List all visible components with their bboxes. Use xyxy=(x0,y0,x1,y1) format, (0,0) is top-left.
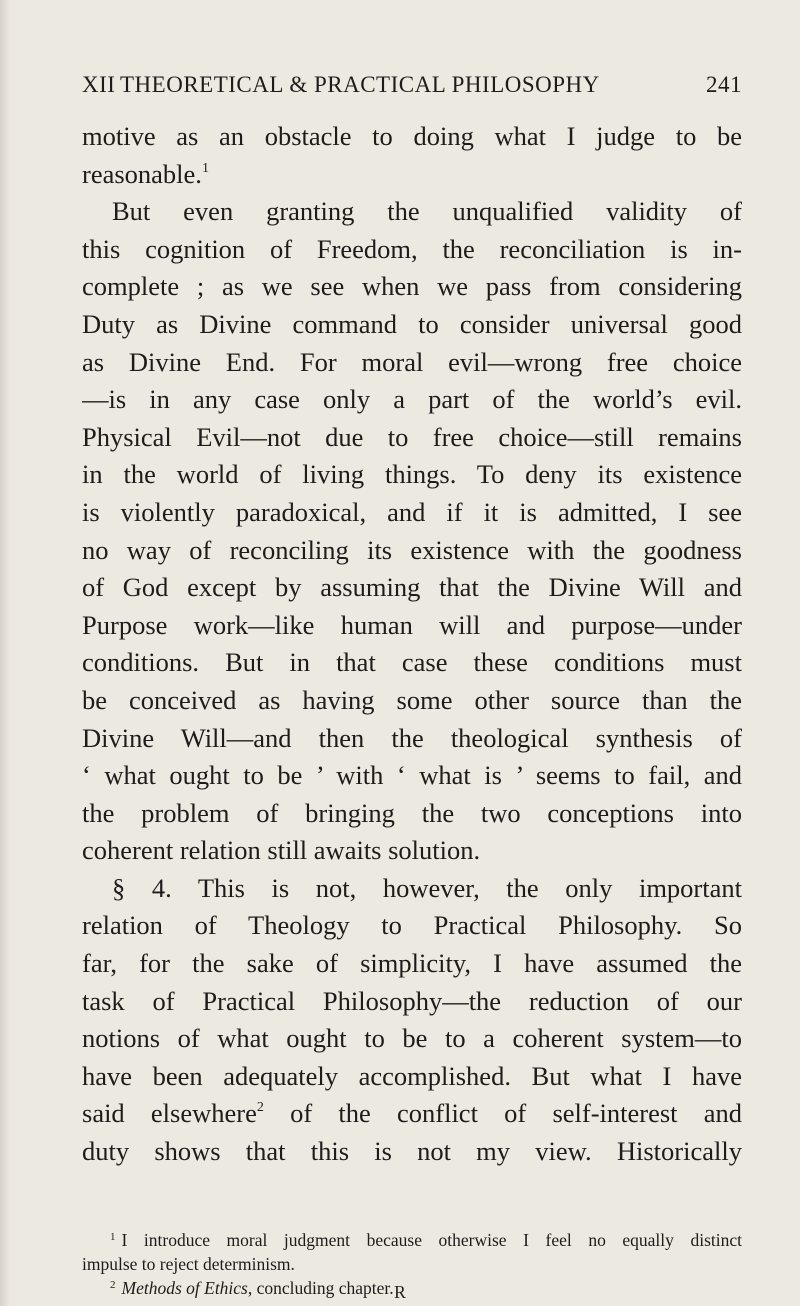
text-line xyxy=(82,1095,742,1133)
text-line: relation of Theology to Practical Philosophy. So xyxy=(82,910,742,941)
body-text xyxy=(82,118,742,1171)
text-line: be conceived as having some other source than the xyxy=(82,684,742,715)
text-line: no way of reconciling its existence with the goodness xyxy=(82,534,742,565)
text-line: the problem of bringing the two conceptions into xyxy=(82,797,742,828)
text-line: Duty as Divine command to consider universal good xyxy=(82,308,742,339)
text-span: of the conflict of self-interest and xyxy=(290,1098,742,1129)
footnote-mark: 2 xyxy=(110,1279,116,1291)
text-line: coherent relation still awaits solution. xyxy=(82,835,481,866)
text-span: reasonable. xyxy=(82,158,202,189)
text-line: —is in any case only a part of the world’s evil. xyxy=(82,384,742,415)
chapter-number: XII xyxy=(82,72,116,97)
text-span: said elsewhere xyxy=(82,1098,257,1129)
footnote-text: , concluding chapter. xyxy=(247,1278,394,1298)
text-line: is violently paradoxical, and if it is admitted, I see xyxy=(82,496,742,527)
footnote-1 xyxy=(82,1228,742,1252)
text-line xyxy=(82,156,742,194)
running-header xyxy=(82,72,742,106)
text-line: far, for the sake of simplicity, I have assumed the xyxy=(82,948,742,979)
signature-mark: R xyxy=(394,1282,406,1302)
text-line: complete ; as we see when we pass from considering xyxy=(82,271,742,302)
text-line: § 4. This is not, however, the only important xyxy=(112,872,742,903)
footnote-text: I introduce moral judgment because otherwise I feel no equally distinct xyxy=(121,1230,742,1250)
page-number: 241 xyxy=(706,72,742,97)
text-line: task of Practical Philosophy—the reduction of our xyxy=(82,985,742,1016)
text-line: as Divine End. For moral evil—wrong free choice xyxy=(82,346,742,377)
footnote-book-title: Methods of Ethics xyxy=(121,1278,248,1298)
text-line: conditions. But in that case these conditions must xyxy=(82,647,742,678)
text-line: this cognition of Freedom, the reconciliation is in- xyxy=(82,233,742,264)
page-edge xyxy=(0,0,10,1306)
footnote-1-continuation: impulse to reject determinism. xyxy=(82,1254,295,1274)
text-line: have been adequately accomplished. But what I have xyxy=(82,1060,742,1091)
footnote-mark: 1 xyxy=(110,1231,116,1243)
running-title: THEORETICAL & PRACTICAL PHILOSOPHY xyxy=(120,72,600,97)
text-line: duty shows that this is not my view. Historically xyxy=(82,1136,742,1167)
text-line: But even granting the unqualified validity of xyxy=(112,196,742,227)
footnote-ref: 2 xyxy=(256,1100,264,1116)
text-line: notions of what ought to be to a coherent system—to xyxy=(82,1023,742,1054)
text-line: ‘ what ought to be ’ with ‘ what is ’ seems to fail, and xyxy=(82,760,742,791)
text-line: in the world of living things. To deny its existence xyxy=(82,459,742,490)
text-line: motive as an obstacle to doing what I judge to be xyxy=(82,121,742,151)
text-line: Physical Evil—not due to free choice—still remains xyxy=(82,421,742,452)
text-line: Divine Will—and then the theological synthesis of xyxy=(82,722,742,753)
text-line: Purpose work—like human will and purpose—under xyxy=(82,609,742,640)
footnote-ref: 1 xyxy=(201,160,209,176)
text-line: of God except by assuming that the Divine Will and xyxy=(82,572,742,603)
